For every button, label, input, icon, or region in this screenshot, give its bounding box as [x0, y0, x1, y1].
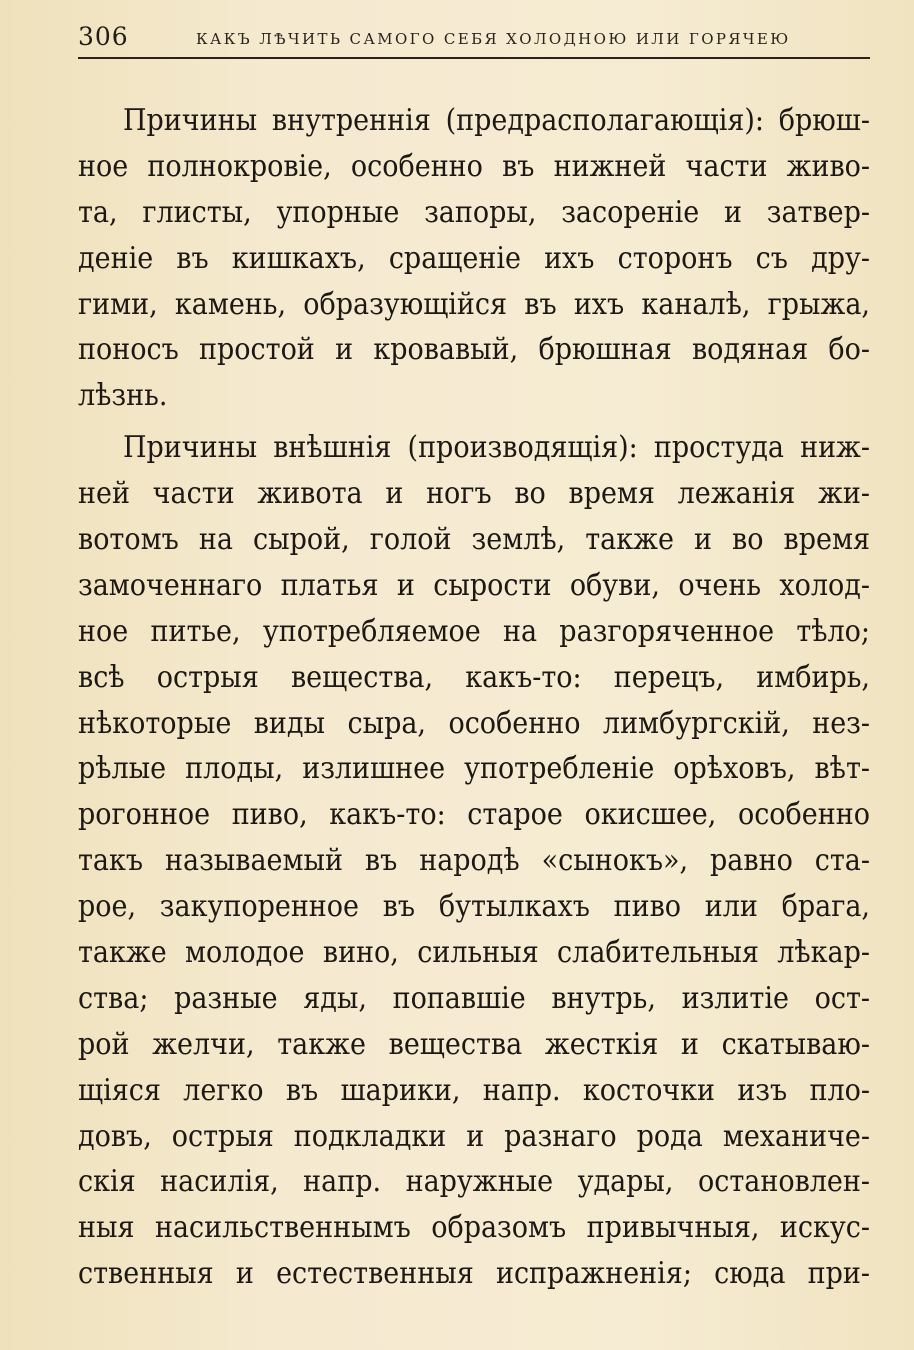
text-line: щіяся легко въ шарики, напр. косточки изъ пло-: [78, 1072, 870, 1108]
text-line: скія насилія, напр. наружные удары, остановлен-: [78, 1164, 870, 1200]
text-line: рѣлые плоды, излишнее употребленіе орѣховъ, вѣт-: [78, 751, 870, 787]
text-line: ней части живота и ногъ во время лежанія жи-: [78, 476, 870, 512]
text-line: лѣзнь.: [78, 378, 168, 414]
body-text: [78, 98, 870, 1297]
text-line: ныя насильственнымъ образомъ привычныя, искус-: [78, 1210, 870, 1246]
text-line: ное полнокровіе, особенно въ нижней части живо-: [78, 148, 870, 184]
text-line: та, глисты, упорные запоры, засореніе и затвер-: [78, 194, 870, 230]
text-line: также молодое вино, сильныя слабительныя лѣкар-: [78, 935, 870, 971]
text-line: деніе въ кишкахъ, сращеніе ихъ сторонъ съ дру-: [78, 240, 870, 276]
running-head: КАКЪ ЛѢЧИТЬ САМОГО СЕБЯ ХОЛОДНОЮ ИЛИ ГОРЯЧЕЮ: [196, 30, 791, 48]
page-number: 306: [78, 22, 129, 51]
text-line: поносъ простой и кровавый, брюшная водяная бо-: [78, 332, 870, 368]
text-line: замоченнаго платья и сырости обуви, очень холод-: [78, 567, 870, 603]
text-line: довъ, острыя подкладки и разнаго рода механиче-: [78, 1118, 870, 1154]
text-line: рое, закупоренное въ бутылкахъ пиво или брага,: [78, 889, 870, 925]
text-line: всѣ острыя вещества, какъ-то: перецъ, имбирь,: [78, 659, 870, 695]
text-line: вотомъ на сырой, голой землѣ, также и во время: [78, 522, 870, 558]
page-header: [0, 22, 914, 58]
text-line: ственныя и естественныя испражненія; сюда при-: [78, 1256, 870, 1292]
text-line: Причины внутреннія (предрасполагающія): брюш-: [123, 103, 870, 138]
text-line: рогонное пиво, какъ-то: старое окисшее, особенно: [78, 797, 870, 833]
text-line: рой желчи, также вещества жесткія и скатываю-: [78, 1026, 870, 1062]
text-line: ное питье, употребляемое на разгоряченное тѣло;: [78, 613, 870, 649]
text-line: ства; разные яды, попавшіе внутрь, излитіе ост-: [78, 980, 870, 1016]
text-line: такъ называемый въ народѣ «сынокъ», равно ста-: [78, 843, 870, 879]
text-line: Причины внѣшнія (производящія): простуда ниж-: [123, 430, 870, 466]
text-line: нѣкоторые виды сыра, особенно лимбургскій, нез-: [78, 705, 870, 741]
header-rule: [78, 57, 870, 59]
text-line: гими, камень, образующійся въ ихъ каналѣ, грыжа,: [78, 286, 870, 322]
